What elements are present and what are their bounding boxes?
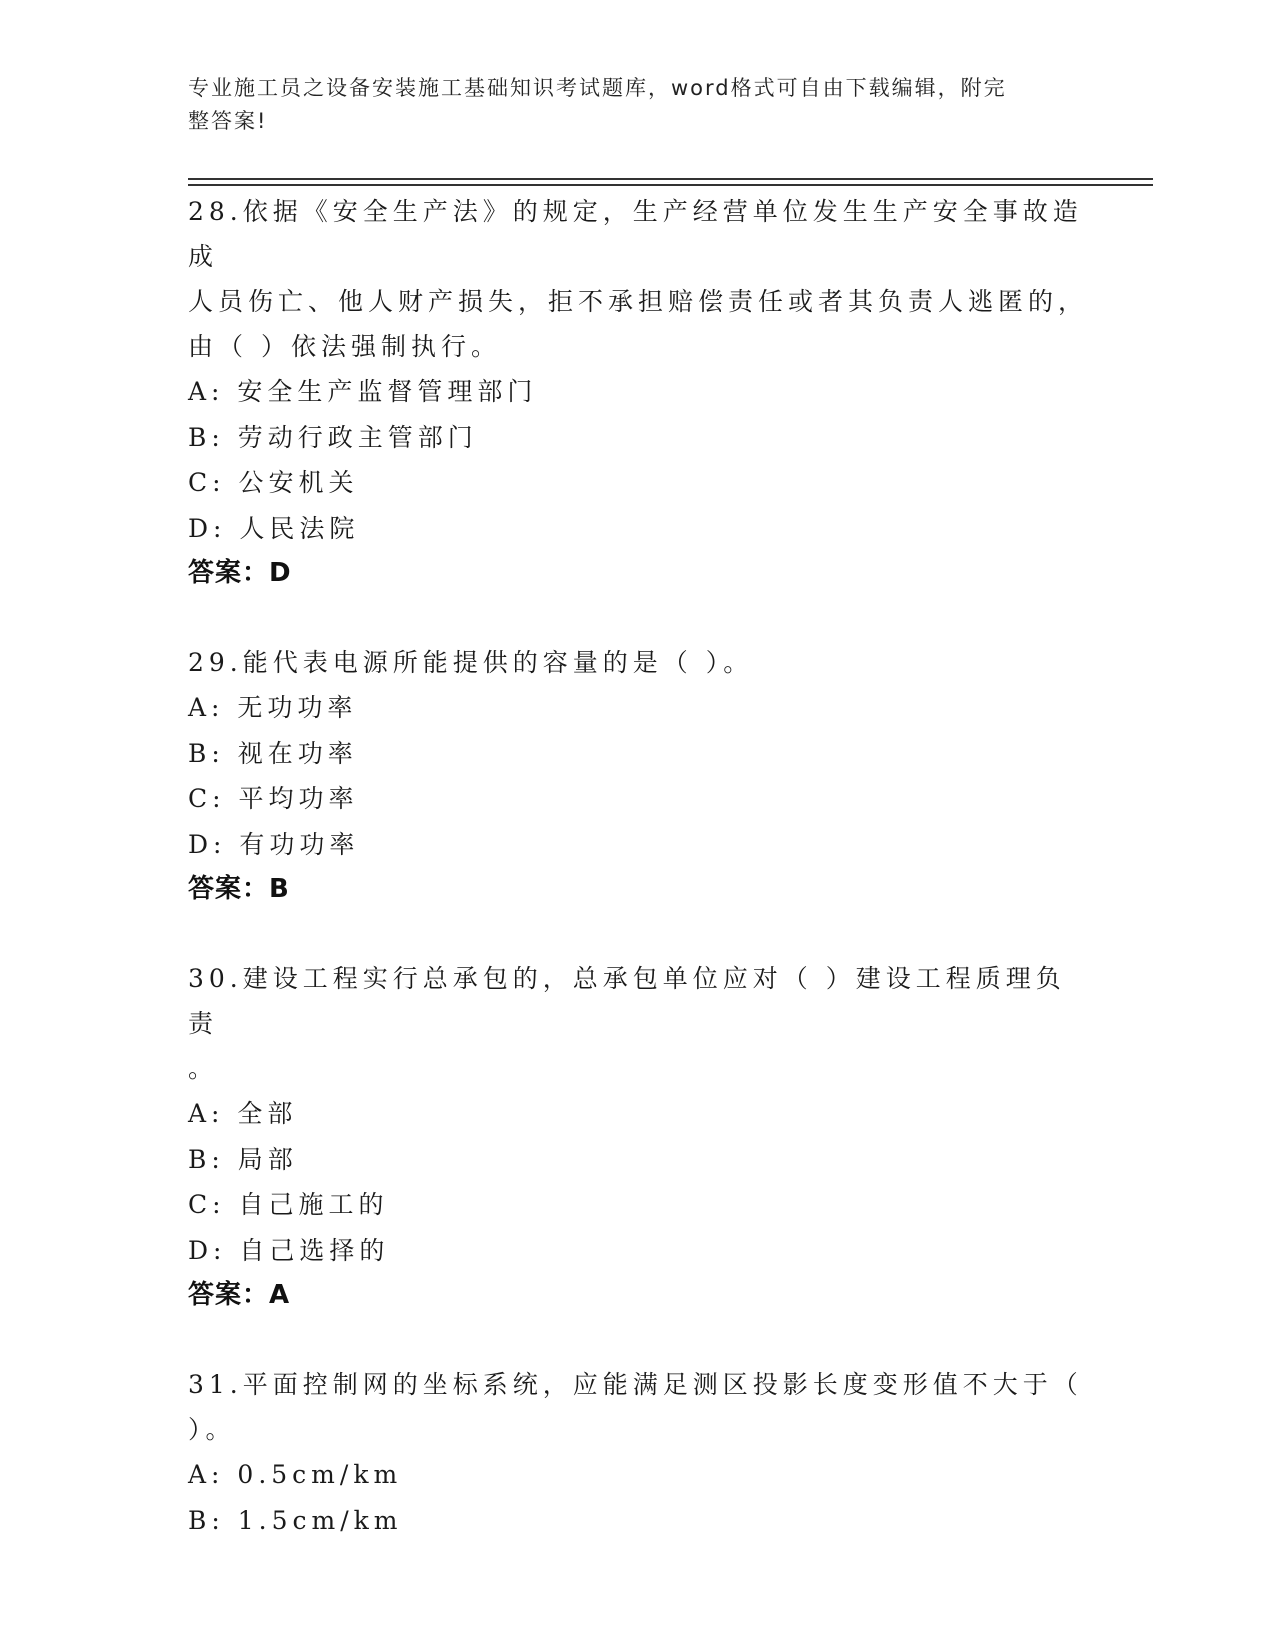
question-list (188, 189, 1088, 1587)
option-d: D: 有功功率 (188, 829, 360, 859)
question-text-line: 30.建设工程实行总承包的，总承包单位应对（ ）建设工程质理负责 (188, 964, 1066, 1038)
question-29 (188, 640, 1088, 912)
header-line-2: 整答案! (188, 109, 268, 133)
option-c: C: 自己施工的 (188, 1190, 389, 1219)
option-c: C: 平均功率 (188, 784, 359, 813)
question-text-line: 由（ ）依法强制执行。 (188, 332, 501, 361)
header-rule-bottom (188, 184, 1153, 186)
answer-line: 答案：B (188, 874, 290, 904)
question-text-line: 人员伤亡、他人财产损失，拒不承担赔偿责任或者其负责人逃匿的， (188, 287, 1089, 316)
question-text-line: 。 (188, 1054, 219, 1083)
header-line-1: 专业施工员之设备安装施工基础知识考试题库，word格式可自由下载编辑，附完 (188, 76, 1007, 100)
question-28 (188, 189, 1088, 596)
option-b: B: 1.5cm/km (188, 1505, 403, 1535)
question-text-line: 29.能代表电源所能提供的容量的是（ ）。 (188, 648, 754, 677)
option-a: A: 全部 (188, 1099, 298, 1128)
question-31 (188, 1362, 1088, 1543)
option-a: A: 0.5cm/km (188, 1460, 403, 1489)
document-header (188, 72, 1068, 138)
option-b: B: 劳动行政主管部门 (188, 422, 478, 452)
header-rule-top (188, 178, 1153, 180)
option-d: D: 人民法院 (188, 513, 360, 543)
option-c: C: 公安机关 (188, 468, 359, 497)
question-text-line: 28.依据《安全生产法》的规定，生产经营单位发生生产安全事故造成 (188, 197, 1083, 271)
question-30 (188, 956, 1088, 1318)
option-b: B: 局部 (188, 1144, 298, 1174)
answer-line: 答案：D (188, 558, 292, 588)
option-a: A: 无功功率 (188, 693, 358, 722)
option-a: A: 安全生产监督管理部门 (188, 377, 538, 406)
question-text-line: ）。 (188, 1415, 236, 1444)
question-text-line: 31.平面控制网的坐标系统，应能满足测区投影长度变形值不大于（ (188, 1370, 1083, 1399)
option-d: D: 自己选择的 (188, 1235, 390, 1265)
answer-line: 答案：A (188, 1280, 291, 1310)
option-b: B: 视在功率 (188, 738, 358, 768)
